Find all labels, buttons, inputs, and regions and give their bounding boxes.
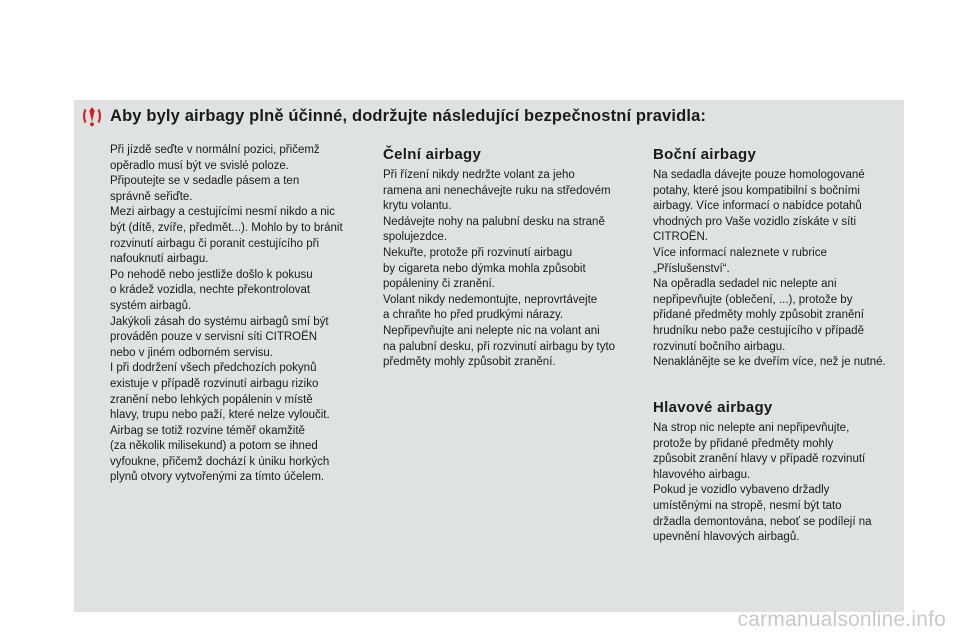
text-line: Mezi airbagy a cestujícími nesmí nikdo a nic (110, 206, 335, 219)
text-line: rozvinutí bočního airbagu. (653, 340, 786, 353)
text-line: Na strop nic nelepte ani nepřipevňujte, (653, 422, 850, 434)
text-line: nepřipevňujte (oblečení, ...), protože by (653, 293, 853, 306)
text-line: nebo v jiném odborném servisu. (110, 346, 273, 359)
warning-header (81, 105, 706, 127)
text-line: být (dítě, zvíře, předmět...). Mohlo by to bránit (110, 221, 343, 234)
text-line: způsobit zranění hlavy v případě rozvinutí (653, 453, 866, 466)
text-line: hlavového airbagu. (653, 468, 751, 481)
text-line: a chraňte ho před prudkými nárazy. (383, 309, 564, 322)
text-line: držadla demontována, neboť se podílejí na (653, 515, 872, 528)
side-airbags-text (653, 168, 898, 371)
text-line: Po nehodě nebo jestliže došlo k pokusu (110, 268, 313, 281)
text-line: Airbag se totiž rozvine téměř okamžitě (110, 424, 305, 437)
text-line: plynů otvory vytvořenými za tímto účelem. (110, 471, 325, 484)
text-line: spolujezdce. (383, 231, 447, 244)
text-line: by cigareta nebo dýmka mohla způsobit (383, 262, 586, 275)
text-line: přidané předměty mohly způsobit zranění (653, 309, 864, 322)
text-line: Nekuřte, protože při rozvinutí airbagu (383, 246, 573, 259)
warning-title: Aby byly airbagy plně účinné, dodržujte následující bezpečnostní pravidla: (110, 106, 707, 125)
watermark-text: carmanualsonline.info (737, 608, 946, 631)
text-line: Připoutejte se v sedadle pásem a ten (110, 175, 300, 188)
text-line: prováděn pouze v servisní síti CITROËN (110, 331, 318, 344)
text-line: I při dodržení všech předchozích pokynů (110, 362, 317, 375)
text-line: zranění nebo lehkých popálenin v místě (110, 393, 313, 406)
text-line: Jakýkoli zásah do systému airbagů smí být (110, 315, 329, 328)
text-line: rozvinutí airbagu či poranit cestujícího při (110, 237, 320, 250)
text-line: „Příslušenství“. (653, 262, 730, 275)
text-line: vhodných pro Vaše vozidlo získáte v síti (653, 215, 857, 228)
text-line: hrudníku nebo paže cestujícího v případě (653, 324, 864, 337)
text-line: opěradlo musí být ve svislé poloze. (110, 159, 289, 172)
text-line: Nenaklánějte se ke dveřím více, než je nutné. (653, 356, 886, 369)
text-line: hlavy, trupu nebo paží, které nelze vyloučit. (110, 409, 330, 422)
text-line: systém airbagů. (110, 299, 192, 312)
text-line: Na sedadla dávejte pouze homologované (653, 169, 865, 181)
text-line: Nepřipevňujte ani nelepte nic na volant ani (383, 324, 600, 337)
frontal-airbags-text (383, 168, 638, 371)
text-line: Volant nikdy nedemontujte, neprovrtávejte (383, 293, 598, 306)
text-line: Na opěradla sedadel nic nelepte ani (653, 278, 837, 291)
text-line: umístěnými na stropě, nesmí být tato (653, 499, 842, 512)
text-line: ramena ani nenechávejte ruku na středovém (383, 184, 611, 197)
text-line: na palubní desku, při rozvinutí airbagu by tyto (383, 340, 616, 353)
text-line: CITROËN. (653, 231, 708, 244)
text-line: správně seřiďte. (110, 190, 193, 203)
side-airbags-heading: Boční airbagy (653, 146, 757, 163)
text-line: potahy, které jsou kompatibilní s bočními (653, 184, 860, 197)
head-airbags-text (653, 421, 898, 546)
text-line: (za několik milisekund) a potom se ihned (110, 440, 318, 453)
text-line: vyfoukne, přičemž dochází k úniku horkých (110, 455, 330, 468)
text-line: popáleniny či zranění. (383, 278, 495, 291)
text-line: o krádež vozidla, nechte překontrolovat (110, 284, 311, 297)
frontal-airbags-heading: Čelní airbagy (383, 146, 482, 163)
warning-exclamation-icon (81, 105, 103, 127)
text-line: Při jízdě seďte v normální pozici, přičemž (110, 144, 320, 156)
text-line: krytu volantu. (383, 200, 452, 213)
head-airbags-heading: Hlavové airbagy (653, 399, 773, 416)
text-line: Pokud je vozidlo vybaveno držadly (653, 484, 830, 497)
text-line: Při řízení nikdy nedržte volant za jeho (383, 169, 575, 181)
text-line: protože by přidané předměty mohly (653, 437, 834, 450)
text-line: existuje v případě rozvinutí airbagu riziko (110, 377, 319, 390)
text-line: upevnění hlavových airbagů. (653, 531, 800, 544)
text-line: airbagy. Více informací o nabídce potahů (653, 200, 862, 213)
text-line: nafouknutí airbagu. (110, 253, 209, 266)
text-line: Nedávejte nohy na palubní desku na straně (383, 215, 605, 228)
text-line: předměty mohly způsobit zranění. (383, 356, 556, 369)
general-rules-text (110, 143, 365, 486)
text-line: Více informací naleznete v rubrice (653, 246, 827, 259)
